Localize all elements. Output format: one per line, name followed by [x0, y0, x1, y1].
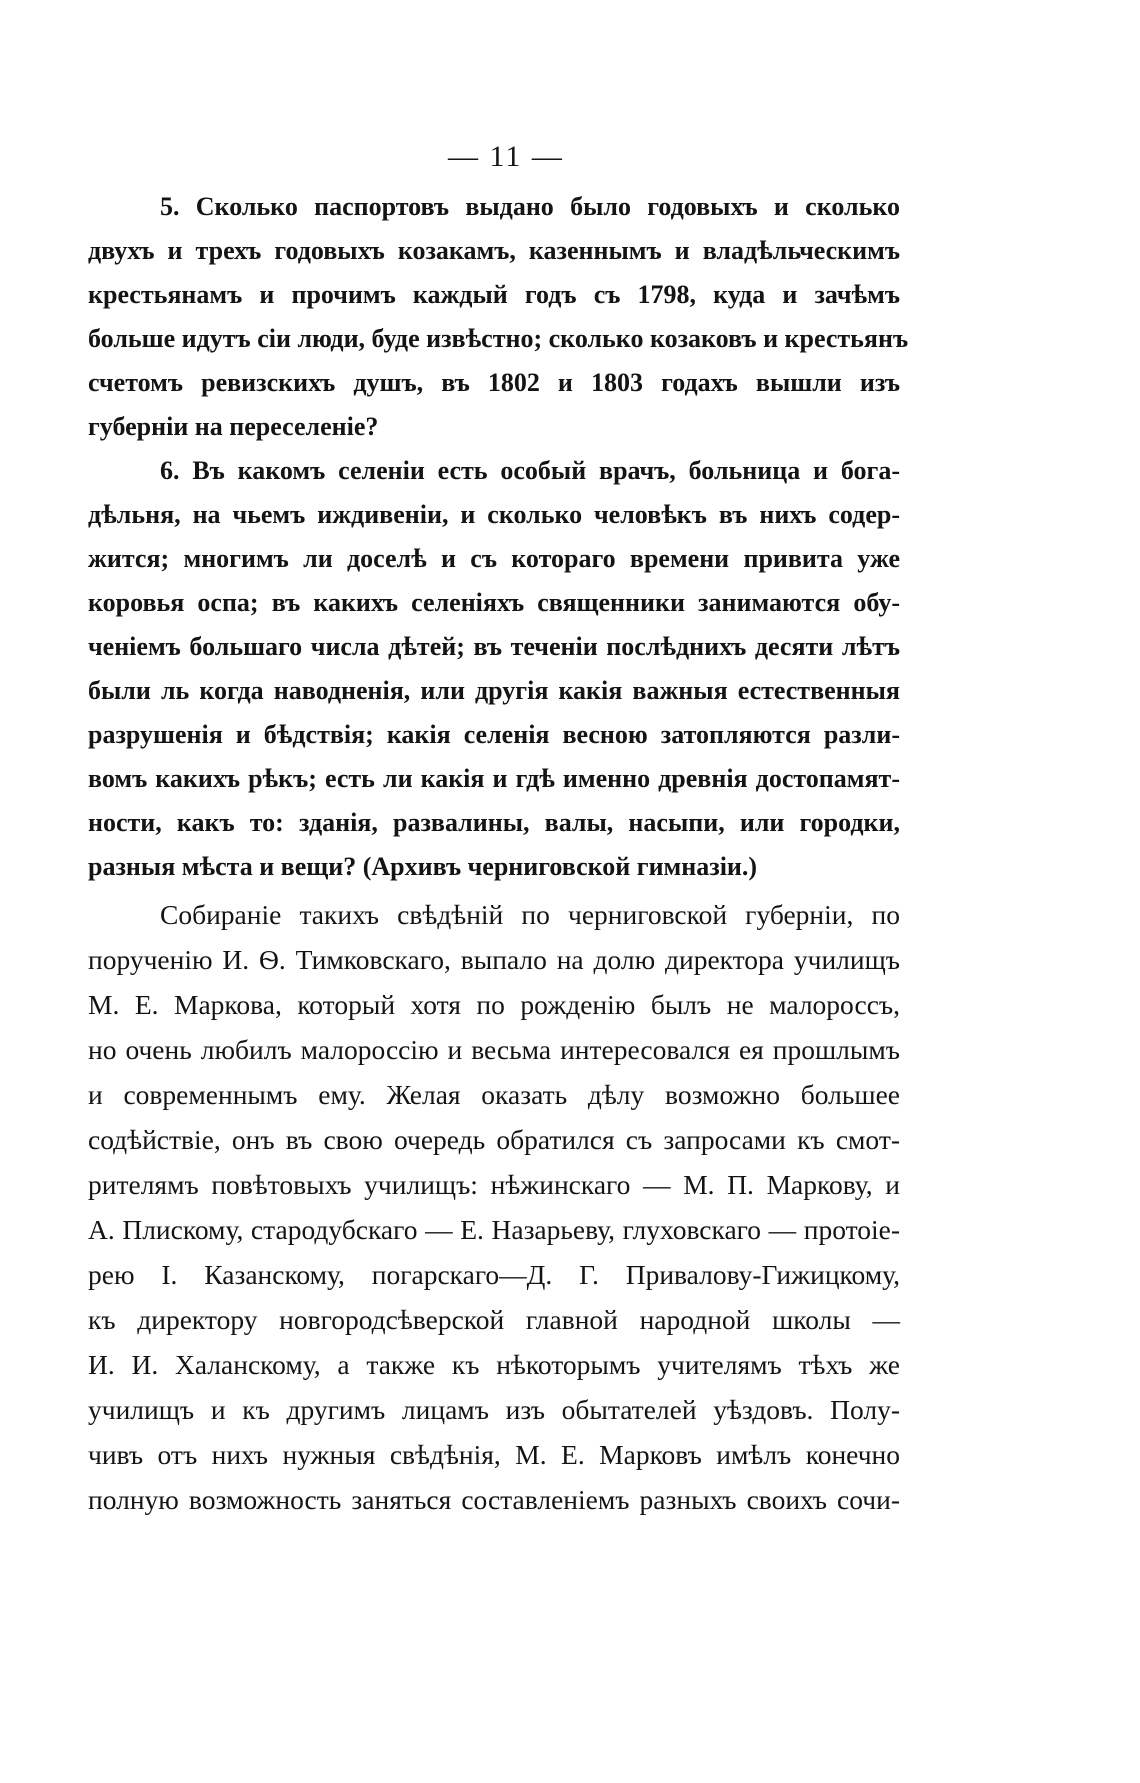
paragraph-6-line-5: ченіемъ большаго числа дѣтей; въ теченіи послѣднихъ десяти лѣтъ [88, 632, 900, 661]
paragraph-6-line-9: ности, какъ то: зданія, развалины, валы, насыпи, или городки, [88, 808, 900, 837]
paragraph-6-line-8: вомъ какихъ рѣкъ; есть ли какія и гдѣ именно древнія достопамят- [88, 764, 900, 793]
paragraph-5-line-1: 5. Сколько паспортовъ выдано было годовыхъ и сколько [160, 192, 900, 221]
paragraph-6-line-10: разныя мѣста и вещи? (Архивъ черниговской гимназіи.) [88, 852, 758, 881]
main-paragraph-line-2: порученію И. Ѳ. Тимковскаго, выпало на долю директора училищъ [88, 944, 900, 975]
paragraph-6-line-6: были ль когда наводненія, или другія какія важныя естественныя [88, 676, 900, 705]
main-paragraph-line-6: содѣйствіе, онъ въ свою очередь обратился съ запросами къ смот- [88, 1124, 900, 1155]
main-paragraph-line-14: полную возможность заняться составленіемъ разныхъ своихъ сочи- [88, 1484, 900, 1515]
paragraph-5-line-5: счетомъ ревизскихъ душъ, въ 1802 и 1803 годахъ вышли изъ [88, 368, 900, 397]
paragraph-6-line-3: жится; многимъ ли доселѣ и съ котораго времени привита уже [88, 544, 900, 573]
main-paragraph-line-1: Собираніе такихъ свѣдѣній по черниговской губерніи, по [160, 899, 900, 930]
main-paragraph-line-7: рителямъ повѣтовыхъ училищъ: нѣжинскаго — М. П. Маркову, и [88, 1169, 900, 1200]
paragraph-6-line-1: 6. Въ какомъ селеніи есть особый врачъ, больница и бога- [160, 456, 900, 485]
main-paragraph-line-10: къ директору новгородсѣверской главной народной школы — [88, 1304, 900, 1335]
main-paragraph-line-4: но очень любилъ малороссію и весьма интересовался ея прошлымъ [88, 1034, 900, 1065]
main-paragraph-line-9: рею І. Казанскому, погарскаго—Д. Г. Привалову-Гижицкому, [88, 1259, 900, 1290]
paragraph-5-line-6: губерніи на переселеніе? [88, 412, 379, 441]
paragraph-6-line-7: разрушенія и бѣдствія; какія селенія весною затопляются разли- [88, 720, 900, 749]
main-paragraph-line-12: училищъ и къ другимъ лицамъ изъ обытателей уѣздовъ. Полу- [88, 1394, 900, 1425]
main-paragraph-line-11: И. И. Халанскому, а также къ нѣкоторымъ учителямъ тѣхъ же [88, 1349, 900, 1380]
paragraph-6-line-4: коровья оспа; въ какихъ селеніяхъ священники занимаются обу- [88, 588, 900, 617]
paragraph-5-line-4: больше идутъ сіи люди, буде извѣстно; сколько козаковъ и крестьянъ [88, 324, 909, 353]
paragraph-5-line-3: крестьянамъ и прочимъ каждый годъ съ 1798, куда и зачѣмъ [88, 280, 900, 309]
main-paragraph-line-5: и современнымъ ему. Желая оказать дѣлу возможно большее [88, 1079, 900, 1110]
page-number: — 11 — [448, 140, 564, 173]
paragraph-6-line-2: дѣльня, на чьемъ иждивеніи, и сколько человѣкъ въ нихъ содер- [88, 500, 900, 529]
main-paragraph-line-13: чивъ отъ нихъ нужныя свѣдѣнія, М. Е. Марковъ имѣлъ конечно [88, 1439, 900, 1470]
main-paragraph-line-3: М. Е. Маркова, который хотя по рожденію былъ не малороссъ, [88, 989, 900, 1020]
main-paragraph-line-8: А. Плискому, стародубскаго — Е. Назарьеву, глуховскаго — протоіе- [88, 1214, 900, 1245]
paragraph-5-line-2: двухъ и трехъ годовыхъ козакамъ, казеннымъ и владѣльческимъ [88, 236, 900, 265]
